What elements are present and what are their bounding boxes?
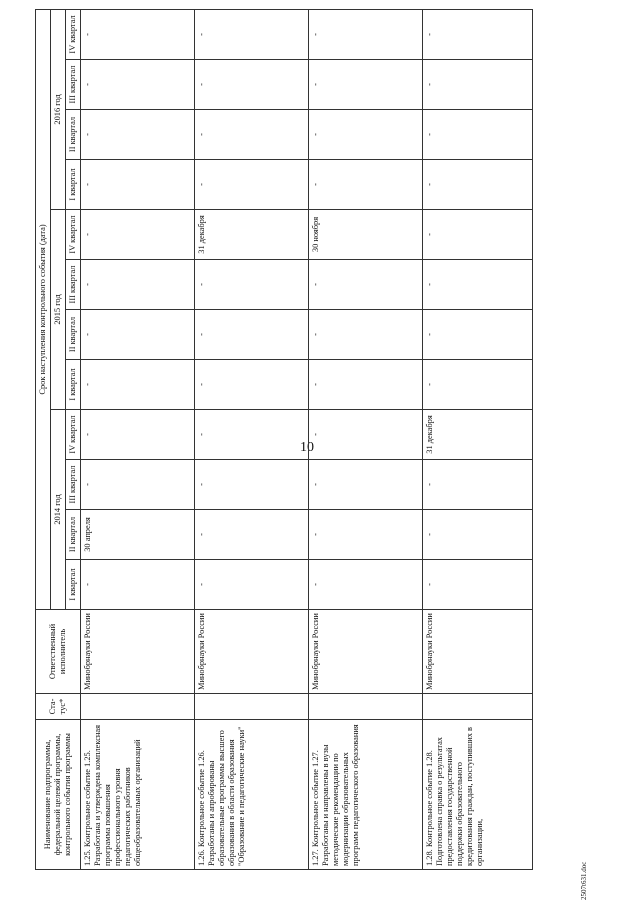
- event-status: [195, 694, 309, 720]
- quarter-cell: -: [195, 510, 309, 560]
- event-responsible: Минобрнауки России: [81, 610, 195, 694]
- header-deadline: Срок наступления контрольного события (дата): [36, 9, 51, 609]
- page-number: 10: [300, 440, 314, 455]
- quarter-cell: -: [81, 460, 195, 510]
- quarter-cell: -: [195, 110, 309, 160]
- table-row: [195, 9, 309, 869]
- event-responsible: Минобрнауки России: [195, 610, 309, 694]
- header-quarter: IV квартал: [66, 210, 81, 260]
- quarter-cell: -: [309, 160, 423, 210]
- event-responsible: Минобрнауки России: [309, 610, 423, 694]
- control-events-table: [35, 9, 533, 870]
- table-row: [423, 9, 533, 869]
- quarter-cell: -: [309, 360, 423, 410]
- quarter-cell: -: [81, 260, 195, 310]
- quarter-cell: -: [423, 110, 533, 160]
- header-year: 2016 год: [51, 9, 66, 209]
- quarter-cell: -: [423, 460, 533, 510]
- event-responsible: Минобрнауки России: [423, 610, 533, 694]
- quarter-cell: -: [81, 160, 195, 210]
- quarter-cell: -: [195, 260, 309, 310]
- quarter-cell: -: [309, 560, 423, 610]
- rotated-table-container: [35, 10, 615, 870]
- event-name: 1.25. Контрольное событие 1.25. Разработана и утверждена комплексная программа повышения профессионального уровня педагогических работников общеобразовательных организаций: [81, 720, 195, 870]
- footer-filename: 2507t631.doc: [580, 861, 588, 900]
- quarter-cell: -: [195, 60, 309, 110]
- quarter-cell: -: [423, 310, 533, 360]
- quarter-cell: -: [81, 310, 195, 360]
- quarter-cell: -: [309, 410, 423, 460]
- event-status: [81, 694, 195, 720]
- quarter-cell: -: [423, 9, 533, 59]
- quarter-cell: -: [423, 160, 533, 210]
- event-status: [309, 694, 423, 720]
- quarter-cell: -: [81, 360, 195, 410]
- quarter-cell: -: [81, 110, 195, 160]
- quarter-cell: 31 декабря: [195, 210, 309, 260]
- quarter-cell: -: [423, 560, 533, 610]
- quarter-cell: -: [81, 560, 195, 610]
- quarter-cell: -: [195, 460, 309, 510]
- header-quarter: II квартал: [66, 110, 81, 160]
- header-quarter: II квартал: [66, 310, 81, 360]
- quarter-cell: -: [195, 310, 309, 360]
- quarter-cell: -: [309, 510, 423, 560]
- quarter-cell: -: [309, 9, 423, 59]
- header-quarter: I квартал: [66, 160, 81, 210]
- quarter-cell: -: [309, 260, 423, 310]
- event-name: 1.27. Контрольное событие 1.27. Разработаны и направлены в вузы методические рекомендации по модернизации образовательных программ педагогического образования: [309, 720, 423, 870]
- quarter-cell: -: [309, 310, 423, 360]
- quarter-cell: -: [423, 60, 533, 110]
- quarter-cell: -: [195, 9, 309, 59]
- quarter-cell: -: [195, 560, 309, 610]
- quarter-cell: -: [423, 360, 533, 410]
- header-quarter: IV квартал: [66, 410, 81, 460]
- quarter-cell: 30 ноября: [309, 210, 423, 260]
- quarter-cell: 30 апреля: [81, 510, 195, 560]
- header-quarter: I квартал: [66, 560, 81, 610]
- header-quarter: II квартал: [66, 510, 81, 560]
- header-quarter: III квартал: [66, 460, 81, 510]
- header-status: Ста-тус*: [36, 694, 81, 720]
- header-responsible: Ответственный исполнитель: [36, 610, 81, 694]
- event-status: [423, 694, 533, 720]
- quarter-cell: -: [81, 210, 195, 260]
- quarter-cell: -: [195, 410, 309, 460]
- header-year: 2014 год: [51, 410, 66, 610]
- quarter-cell: -: [423, 260, 533, 310]
- header-quarter: IV квартал: [66, 9, 81, 59]
- quarter-cell: -: [81, 9, 195, 59]
- quarter-cell: -: [309, 60, 423, 110]
- header-quarter: III квартал: [66, 260, 81, 310]
- header-quarter: I квартал: [66, 360, 81, 410]
- quarter-cell: -: [195, 160, 309, 210]
- event-name: 1.28. Контрольное событие 1.28. Подготовлена справка о результатах предоставления государственной поддержки образовательного кредитования граждан, поступивших в организации,: [423, 720, 533, 870]
- quarter-cell: -: [423, 510, 533, 560]
- quarter-cell: -: [423, 210, 533, 260]
- header-name: Наименование подпрограммы, федеральной целевой программы, контрольного события программы: [36, 720, 81, 870]
- header-quarter: III квартал: [66, 60, 81, 110]
- event-name: 1.26. Контрольное событие 1.26. Разработаны и апробированы образовательные программы высшего образования в области образования "Образование и педагогические науки": [195, 720, 309, 870]
- quarter-cell: 31 декабря: [423, 410, 533, 460]
- quarter-cell: -: [309, 460, 423, 510]
- header-year: 2015 год: [51, 210, 66, 410]
- quarter-cell: -: [81, 60, 195, 110]
- quarter-cell: -: [81, 410, 195, 460]
- table-row: [309, 9, 423, 869]
- quarter-cell: -: [309, 110, 423, 160]
- table-row: [81, 9, 195, 869]
- quarter-cell: -: [195, 360, 309, 410]
